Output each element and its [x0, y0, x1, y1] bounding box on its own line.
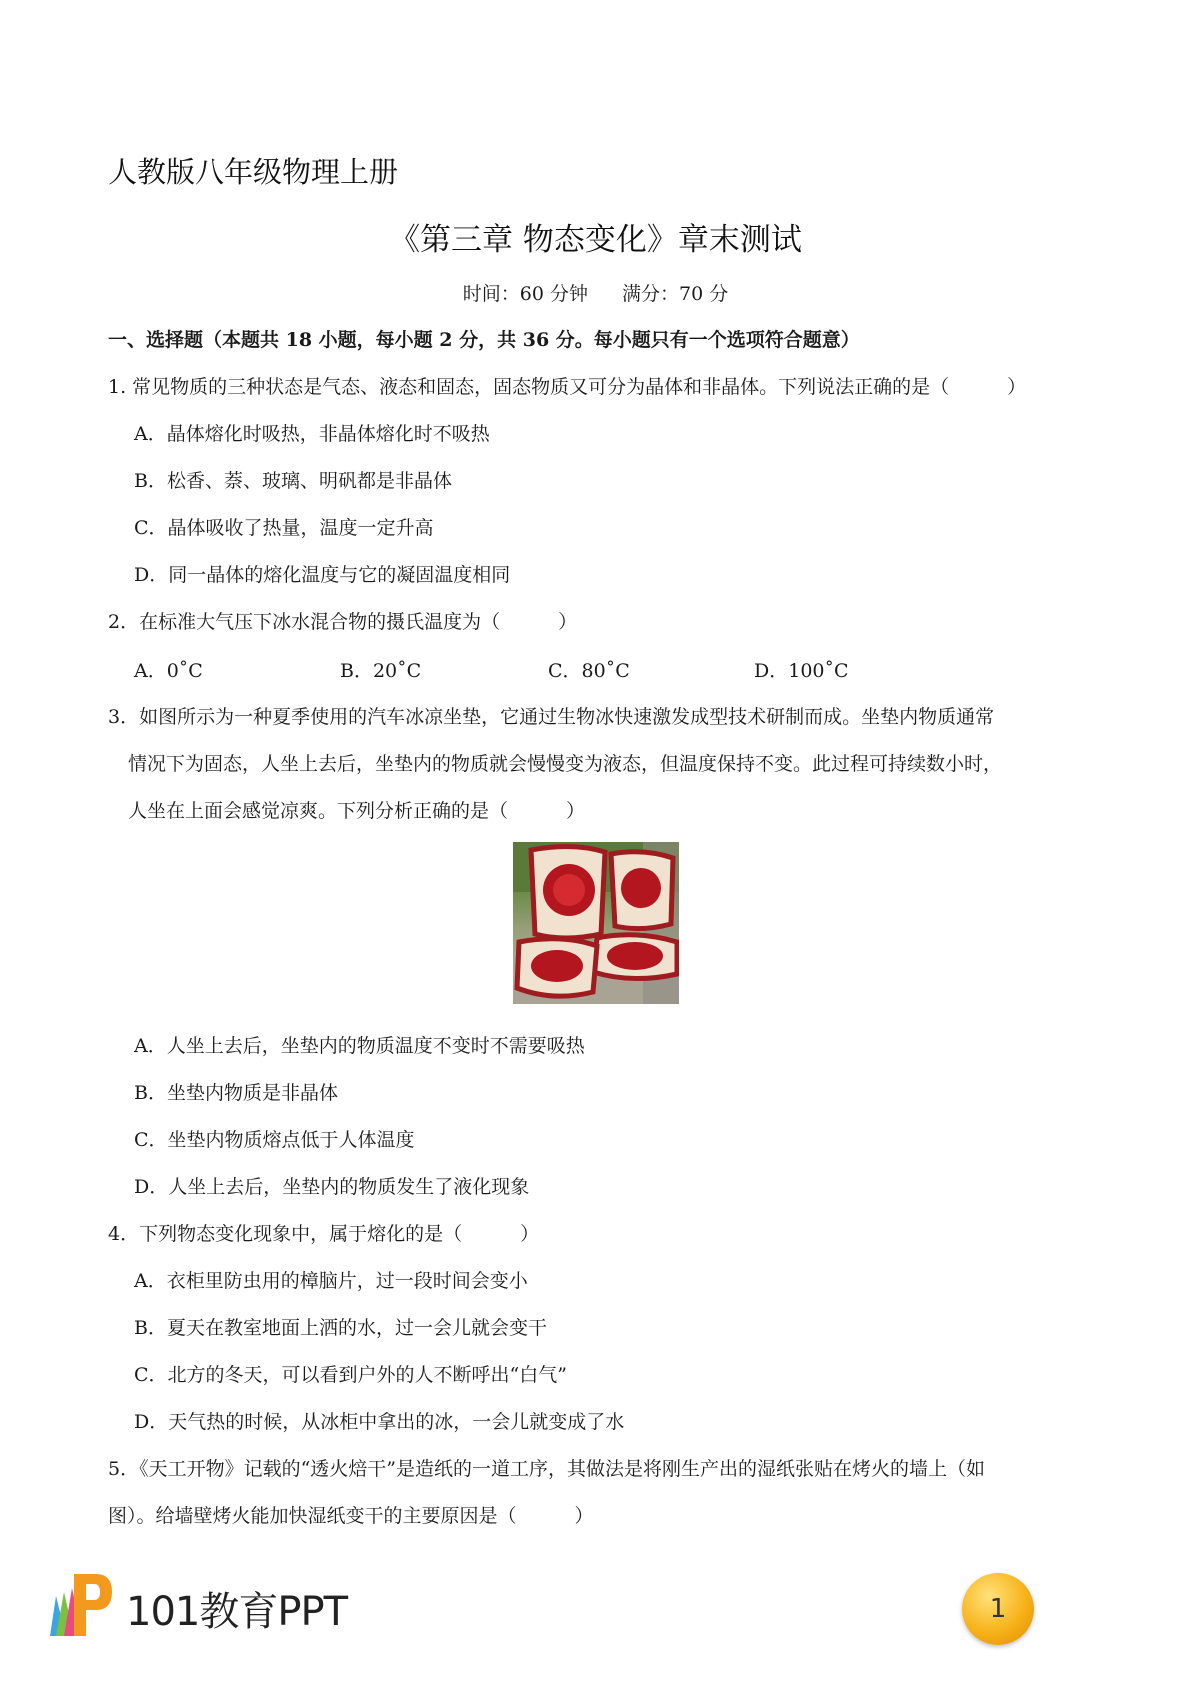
question-5-close: ） — [574, 1505, 594, 1527]
question-3-line-2: 情况下为固态，人坐上去后，坐垫内的物质就会慢慢变为液态，但温度保持不变。此过程可持续数小时， — [128, 753, 1003, 775]
question-2-close: ） — [558, 611, 578, 633]
question-3-stem-end: 人坐在上面会感觉凉爽。下列分析正确的是（ — [128, 800, 509, 822]
question-2 — [108, 607, 577, 634]
question-3-line-1: 3．如图所示为一种夏季使用的汽车冰凉坐垫，它通过生物冰快速激发成型技术研制而成。坐垫内物质通常 — [108, 706, 995, 728]
time-limit: 时间：60 分钟 — [462, 283, 588, 305]
q2-option-a: A．0˚C — [134, 660, 203, 682]
q1-option-c: C．晶体吸收了热量，温度一定升高 — [134, 517, 434, 539]
q2-option-b: B．20˚C — [340, 660, 422, 682]
brand-logo-text: 101教育PPT — [126, 1589, 348, 1635]
question-4-close: ） — [520, 1223, 540, 1245]
q4-option-a: A．衣柜里防虫用的樟脑片，过一段时间会变小 — [134, 1270, 528, 1292]
section-heading: 一、选择题（本题共 18 小题，每小题 2 分，共 36 分。每小题只有一个选项符合题意） — [108, 329, 860, 351]
q3-option-b: B．坐垫内物质是非晶体 — [134, 1082, 338, 1104]
q3-option-d: D．人坐上去后，坐垫内的物质发生了液化现象 — [134, 1176, 530, 1198]
question-1-stem: 1. 常见物质的三种状态是气态、液态和固态，固态物质又可分为晶体和非晶体。下列说法正确的是（ — [108, 376, 950, 398]
question-2-stem: 2．在标准大气压下冰水混合物的摄氏温度为（ — [108, 611, 501, 633]
q2-option-c: C．80˚C — [548, 660, 630, 682]
q1-option-a: A．晶体熔化时吸热，非晶体熔化时不吸热 — [134, 423, 490, 445]
question-1 — [108, 372, 1026, 399]
q3-option-c: C．坐垫内物质熔点低于人体温度 — [134, 1129, 415, 1151]
question-4 — [108, 1219, 539, 1246]
page-title: 《第三章 物态变化》章末测试 — [389, 222, 802, 258]
question-5-line-1: 5．《天工开物》记载的“透火焙干”是造纸的一道工序，其做法是将刚生产出的湿纸张贴在烤火的墙上（如 — [108, 1458, 986, 1480]
q4-option-b: B．夏天在教室地面上洒的水，过一会儿就会变干 — [134, 1317, 547, 1339]
brand-logo-icon — [40, 1566, 116, 1642]
question-5-stem-end: 图）。给墙壁烤火能加快湿纸变干的主要原因是（ — [108, 1505, 517, 1527]
page-number: 1 — [989, 1594, 1007, 1624]
book-title: 人教版八年级物理上册 — [108, 155, 399, 189]
question-3-line-3 — [128, 796, 585, 823]
question-4-stem: 4．下列物态变化现象中，属于熔化的是（ — [108, 1223, 463, 1245]
page-number-badge — [962, 1573, 1034, 1645]
q1-option-d: D．同一晶体的熔化温度与它的凝固温度相同 — [134, 564, 511, 586]
q2-option-d: D．100˚C — [754, 660, 849, 682]
q3-option-a: A．人坐上去后，坐垫内的物质温度不变时不需要吸热 — [134, 1035, 585, 1057]
q4-option-c: C．北方的冬天，可以看到户外的人不断呼出“白气” — [134, 1364, 567, 1386]
question-5-line-2 — [108, 1501, 594, 1528]
car-seat-cushion-image — [513, 842, 679, 1004]
exam-meta — [0, 279, 1191, 306]
q1-option-b: B．松香、萘、玻璃、明矾都是非晶体 — [134, 470, 452, 492]
question-3-close: ） — [566, 800, 586, 822]
full-score: 满分：70 分 — [622, 283, 729, 305]
question-1-close: ） — [1007, 376, 1027, 398]
q2-options — [134, 656, 894, 682]
q4-option-d: D．天气热的时候，从冰柜中拿出的冰，一会儿就变成了水 — [134, 1411, 625, 1433]
